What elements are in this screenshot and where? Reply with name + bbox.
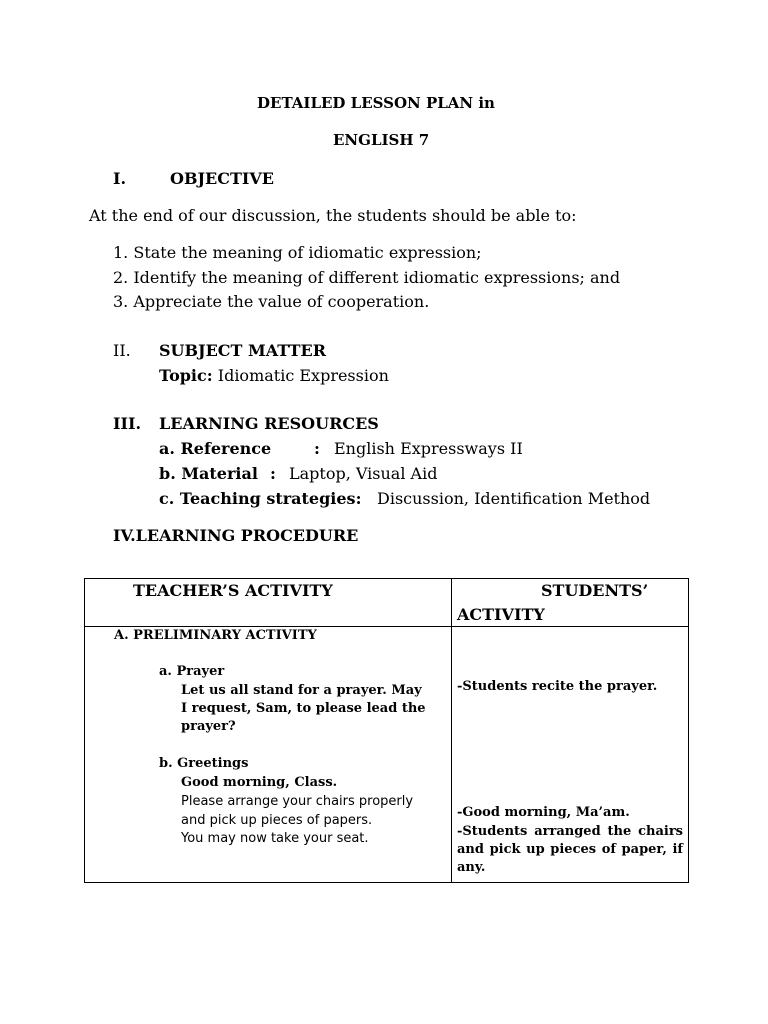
doc-title-line2: ENGLISH 7 <box>333 131 430 149</box>
prayer-text-2: I request, Sam, to please lead the <box>181 701 426 716</box>
strategies-value: Discussion, Identification Method <box>377 489 651 508</box>
student-arrange: -Students arranged the chairs and pick up pieces of paper, if any. <box>457 824 683 875</box>
objective-item-2: 2. Identify the meaning of different idiomatic expressions; and <box>113 268 621 287</box>
header-students-cell <box>452 579 689 627</box>
procedure-table <box>84 578 689 883</box>
table-row <box>85 627 689 883</box>
learning-resources-heading: LEARNING RESOURCES <box>159 414 379 433</box>
topic-value: Idiomatic Expression <box>217 366 389 385</box>
reference-label: a. Reference <box>159 439 272 458</box>
learning-resources-numeral: III. <box>113 414 142 433</box>
objective-intro: At the end of our discussion, the students should be able to: <box>89 206 577 225</box>
header-students-1: STUDENTS’ <box>541 581 649 600</box>
subject-matter-heading: SUBJECT MATTER <box>159 341 326 360</box>
section-preliminary: A. PRELIMINARY ACTIVITY <box>114 628 317 643</box>
material-label: b. Material <box>159 464 258 483</box>
greetings-label: b. Greetings <box>159 756 249 771</box>
objective-item-3: 3. Appreciate the value of cooperation. <box>113 292 430 311</box>
objective-numeral: I. <box>113 169 127 188</box>
doc-title-line1: DETAILED LESSON PLAN in <box>257 94 495 112</box>
material-value: Laptop, Visual Aid <box>289 464 438 483</box>
subject-matter-numeral: II. <box>113 341 131 360</box>
students-activity-cell <box>452 627 689 883</box>
header-teacher: TEACHER’S ACTIVITY <box>133 581 333 600</box>
prayer-label: a. Prayer <box>159 664 225 679</box>
student-prayer: -Students recite the prayer. <box>457 679 658 694</box>
greetings-text-1: Please arrange your chairs properly <box>181 794 414 809</box>
greetings-text-3: You may now take your seat. <box>181 831 369 846</box>
learning-procedure-heading: IV.LEARNING PROCEDURE <box>113 526 359 545</box>
greetings-bold: Good morning, Class. <box>181 775 338 790</box>
material-separator: : <box>270 464 276 483</box>
greetings-text-2: and pick up pieces of papers. <box>181 813 373 828</box>
table-header-row <box>85 579 689 627</box>
teacher-activity-cell <box>85 627 452 883</box>
prayer-text-3: prayer? <box>181 719 236 734</box>
student-greeting: -Good morning, Ma’am. <box>457 805 630 820</box>
strategies-label: c. Teaching strategies: <box>159 489 362 508</box>
reference-separator: : <box>314 439 320 458</box>
header-students-2: ACTIVITY <box>457 605 545 624</box>
topic-line <box>159 366 389 385</box>
header-teacher-cell <box>85 579 452 627</box>
prayer-text-1: Let us all stand for a prayer. May <box>181 683 422 698</box>
objective-item-1: 1. State the meaning of idiomatic expression; <box>113 243 482 262</box>
objective-heading: OBJECTIVE <box>170 169 274 188</box>
topic-label: Topic: <box>159 366 213 385</box>
reference-value: English Expressways II <box>334 439 523 458</box>
